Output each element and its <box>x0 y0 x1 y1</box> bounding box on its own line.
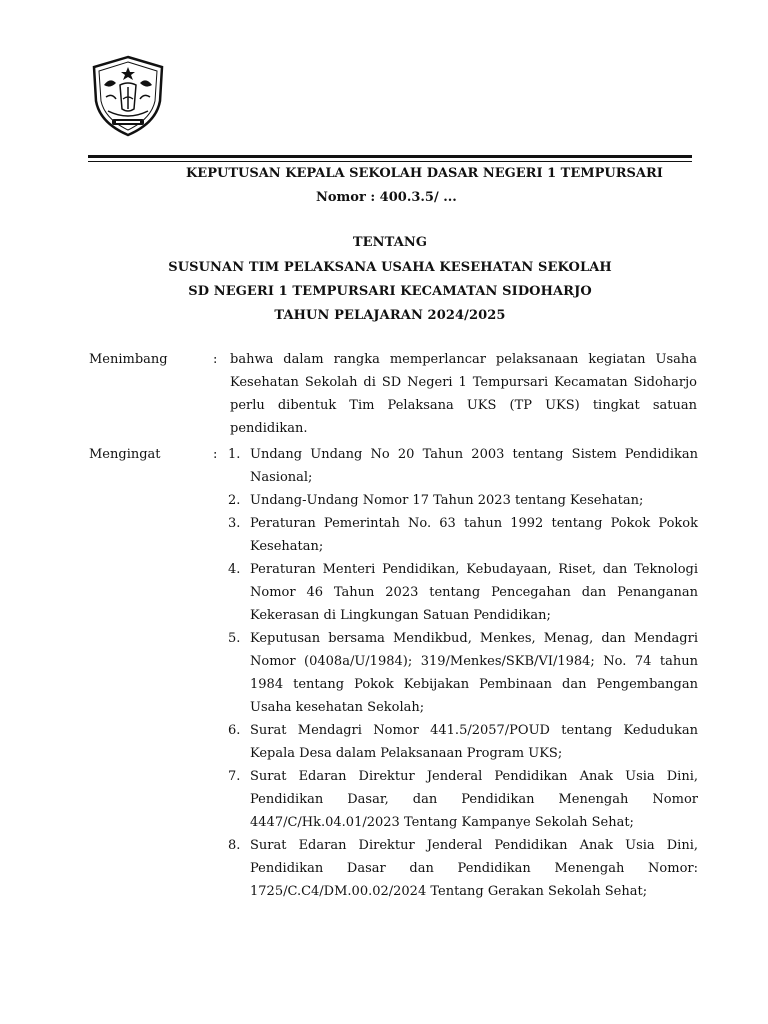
list-item-text: Surat Edaran Direktur Jenderal Pendidikan Anak Usia Dini, Pendidikan Dasar dan Pendidikan Menengah Nomor: 1725/C.C4/DM.00.02/2024 Tentang Gerakan Sekolah Sehat; <box>250 838 698 899</box>
list-item-text: Peraturan Menteri Pendidikan, Kebudayaan, Riset, dan Teknologi Nomor 46 Tahun 2023 tentang Pencegahan dan Penanganan Kekerasan di Lingkungan Satuan Pendidikan; <box>250 562 698 623</box>
list-item <box>228 765 698 834</box>
list-item-text: Undang Undang No 20 Tahun 2003 tentang Sistem Pendidikan Nasional; <box>250 447 698 485</box>
list-item-number: 8. <box>228 838 241 853</box>
list-item <box>228 489 698 512</box>
decree-title: KEPUTUSAN KEPALA SEKOLAH DASAR NEGERI 1 TEMPURSARI <box>186 166 663 181</box>
menimbang-section <box>89 348 699 440</box>
list-item-number: 4. <box>228 562 241 577</box>
list-item <box>228 719 698 765</box>
list-item-number: 1. <box>228 447 241 462</box>
regency-emblem-icon <box>90 55 166 137</box>
list-item <box>228 512 698 558</box>
mengingat-colon: : <box>213 447 218 462</box>
list-item-text: Undang-Undang Nomor 17 Tahun 2023 tentang Kesehatan; <box>250 493 644 508</box>
list-item <box>228 443 698 489</box>
list-item <box>228 834 698 903</box>
mengingat-label: Mengingat <box>89 447 161 462</box>
list-item-text: Peraturan Pemerintah No. 63 tahun 1992 tentang Pokok Pokok Kesehatan; <box>250 516 698 554</box>
mengingat-list <box>228 443 698 903</box>
menimbang-label: Menimbang <box>89 352 168 367</box>
header-rule-thick <box>88 155 692 158</box>
menimbang-colon: : <box>213 352 218 367</box>
decree-number: Nomor : 400.3.5/ ... <box>316 190 457 205</box>
list-item-text: Surat Edaran Direktur Jenderal Pendidikan Anak Usia Dini, Pendidikan Dasar, dan Pendidikan Menengah Nomor 4447/C/Hk.04.01/2023 Tentang Kampanye Sekolah Sehat; <box>250 769 698 830</box>
list-item <box>228 558 698 627</box>
list-item-number: 7. <box>228 769 241 784</box>
subject-line-3: TAHUN PELAJARAN 2024/2025 <box>274 308 506 323</box>
list-item-text: Keputusan bersama Mendikbud, Menkes, Menag, dan Mendagri Nomor (0408a/U/1984); 319/Menkes/SKB/VI/1984; No. 74 tahun 1984 tentang Pokok Kebijakan Pembinaan dan Pengembangan Usaha kesehatan Sekolah; <box>250 631 698 715</box>
list-item-number: 6. <box>228 723 241 738</box>
list-item <box>228 627 698 719</box>
subject-line-2: SD NEGERI 1 TEMPURSARI KECAMATAN SIDOHARJO <box>188 284 592 299</box>
list-item-number: 3. <box>228 516 241 531</box>
tentang-heading: TENTANG <box>352 235 428 250</box>
list-item-number: 5. <box>228 631 241 646</box>
header-rule-thin <box>88 161 692 162</box>
list-item-number: 2. <box>228 493 241 508</box>
menimbang-text: bahwa dalam rangka memperlancar pelaksanaan kegiatan Usaha Kesehatan Sekolah di SD Negeri 1 Tempursari Kecamatan Sidoharjo perlu dibentuk Tim Pelaksana UKS (TP UKS) tingkat satuan pendidikan. <box>230 352 697 436</box>
list-item-text: Surat Mendagri Nomor 441.5/2057/POUD tentang Kedudukan Kepala Desa dalam Pelaksanaan Program UKS; <box>250 723 698 761</box>
subject-line-1: SUSUNAN TIM PELAKSANA USAHA KESEHATAN SEKOLAH <box>168 260 612 275</box>
